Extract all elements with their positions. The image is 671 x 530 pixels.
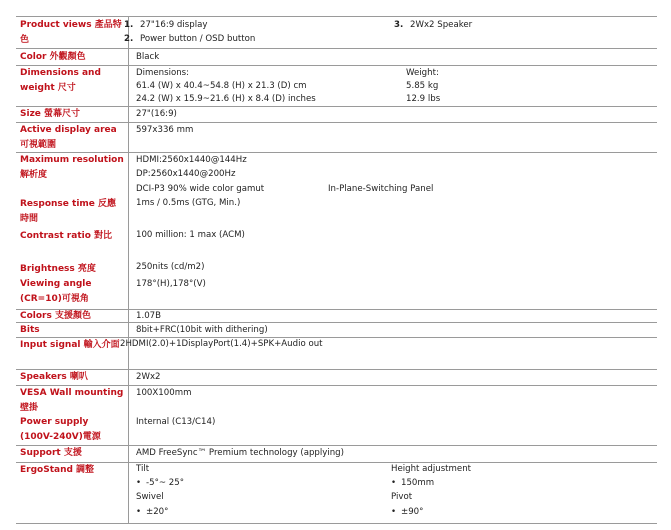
support-value: AMD FreeSync™ Premium technology (applying)	[136, 448, 344, 458]
item-text: 27"16:9 display	[140, 20, 208, 30]
pivot-range: ±90°	[401, 507, 424, 517]
power-label: Power supply (100V-240V)電源	[20, 417, 101, 442]
tilt-title: Tilt	[136, 464, 150, 474]
bullet-icon: •	[391, 507, 397, 517]
active-area-value: 597x336 mm	[136, 125, 194, 135]
bullet-icon: •	[136, 507, 142, 517]
speakers-value: 2Wx2	[136, 372, 161, 382]
response-time-value: 1ms / 0.5ms (GTG, Min.)	[136, 198, 241, 208]
dimensions-inches: 24.2 (W) x 15.9~21.6 (H) x 8.4 (D) inches	[136, 94, 316, 104]
resolution-hdmi: HDMI:2560x1440@144Hz	[136, 155, 247, 165]
size-value: 27"(16:9)	[136, 109, 177, 119]
color-label: Color 外觀顏色	[20, 52, 86, 62]
bullet-icon: •	[136, 478, 142, 488]
swivel-value	[136, 506, 168, 519]
contrast-value: 100 million: 1 max (ACM)	[136, 230, 245, 240]
vesa-label: VESA Wall mounting 壁掛	[20, 388, 124, 413]
viewing-angle-value: 178°(H),178°(V)	[136, 279, 206, 289]
row-divider	[16, 523, 657, 524]
pivot-title: Pivot	[391, 492, 413, 502]
row-divider	[16, 16, 657, 17]
dimensions-title: Dimensions:	[136, 68, 190, 78]
panel-type: In-Plane-Switching Panel	[328, 184, 434, 194]
power-value: Internal (C13/C14)	[136, 417, 216, 427]
item-number: 2.	[124, 34, 134, 44]
product-view-item-2	[124, 33, 255, 46]
ergostand-label: ErgoStand 調整	[20, 465, 95, 475]
dimensions-label: Dimensions and weight 尺寸	[20, 68, 101, 93]
product-view-item-1	[124, 19, 207, 32]
weight-title: Weight:	[406, 68, 439, 78]
speakers-label: Speakers 喇叭	[20, 372, 88, 382]
item-text: 2Wx2 Speaker	[410, 20, 473, 30]
item-number: 3.	[394, 20, 404, 30]
weight-kg: 5.85 kg	[406, 81, 439, 91]
viewing-angle-label: Viewing angle (CR=10)可視角	[20, 279, 92, 304]
response-time-label: Response time 反應時間	[20, 199, 117, 224]
support-label: Support 支援	[20, 448, 82, 458]
height-title: Height adjustment	[391, 464, 472, 474]
product-view-item-3	[394, 19, 472, 32]
bits-value: 8bit+FRC(10bit with dithering)	[136, 325, 268, 335]
colors-value: 1.07B	[136, 311, 162, 321]
spec-sheet	[16, 16, 657, 524]
height-range: 150mm	[401, 478, 435, 488]
bullet-icon: •	[391, 478, 397, 488]
brightness-value: 250nits (cd/m2)	[136, 262, 205, 272]
color-value: Black	[136, 52, 160, 62]
contrast-label: Contrast ratio 對比	[20, 231, 113, 241]
active-area-label: Active display area 可視範圍	[20, 125, 117, 150]
input-signal-label: Input signal 輸入介面	[20, 340, 120, 350]
tilt-range: -5°~ 25°	[146, 478, 185, 488]
column-divider	[128, 16, 129, 524]
brightness-label: Brightness 亮度	[20, 264, 96, 274]
max-resolution-label: Maximum resolution 解析度	[20, 155, 124, 180]
weight-lbs: 12.9 lbs	[406, 94, 441, 104]
height-value	[391, 477, 434, 490]
pivot-value	[391, 506, 423, 519]
item-text: Power button / OSD button	[140, 34, 256, 44]
bits-label: Bits	[20, 325, 40, 335]
tilt-value	[136, 477, 184, 490]
dimensions-cm: 61.4 (W) x 40.4~54.8 (H) x 21.3 (D) cm	[136, 81, 307, 91]
resolution-dp: DP:2560x1440@200Hz	[136, 169, 236, 179]
item-number: 1.	[124, 20, 134, 30]
color-gamut: DCI-P3 90% wide color gamut	[136, 184, 265, 194]
swivel-title: Swivel	[136, 492, 164, 502]
row-divider	[16, 48, 657, 49]
product-views-label: Product views 產品特色	[20, 20, 122, 45]
swivel-range: ±20°	[146, 507, 169, 517]
size-label: Size 螢幕尺寸	[20, 109, 81, 119]
input-signal-value: 2HDMI(2.0)+1DisplayPort(1.4)+SPK+Audio out	[120, 339, 323, 349]
colors-label: Colors 支援顏色	[20, 311, 91, 321]
vesa-value: 100X100mm	[136, 388, 192, 398]
